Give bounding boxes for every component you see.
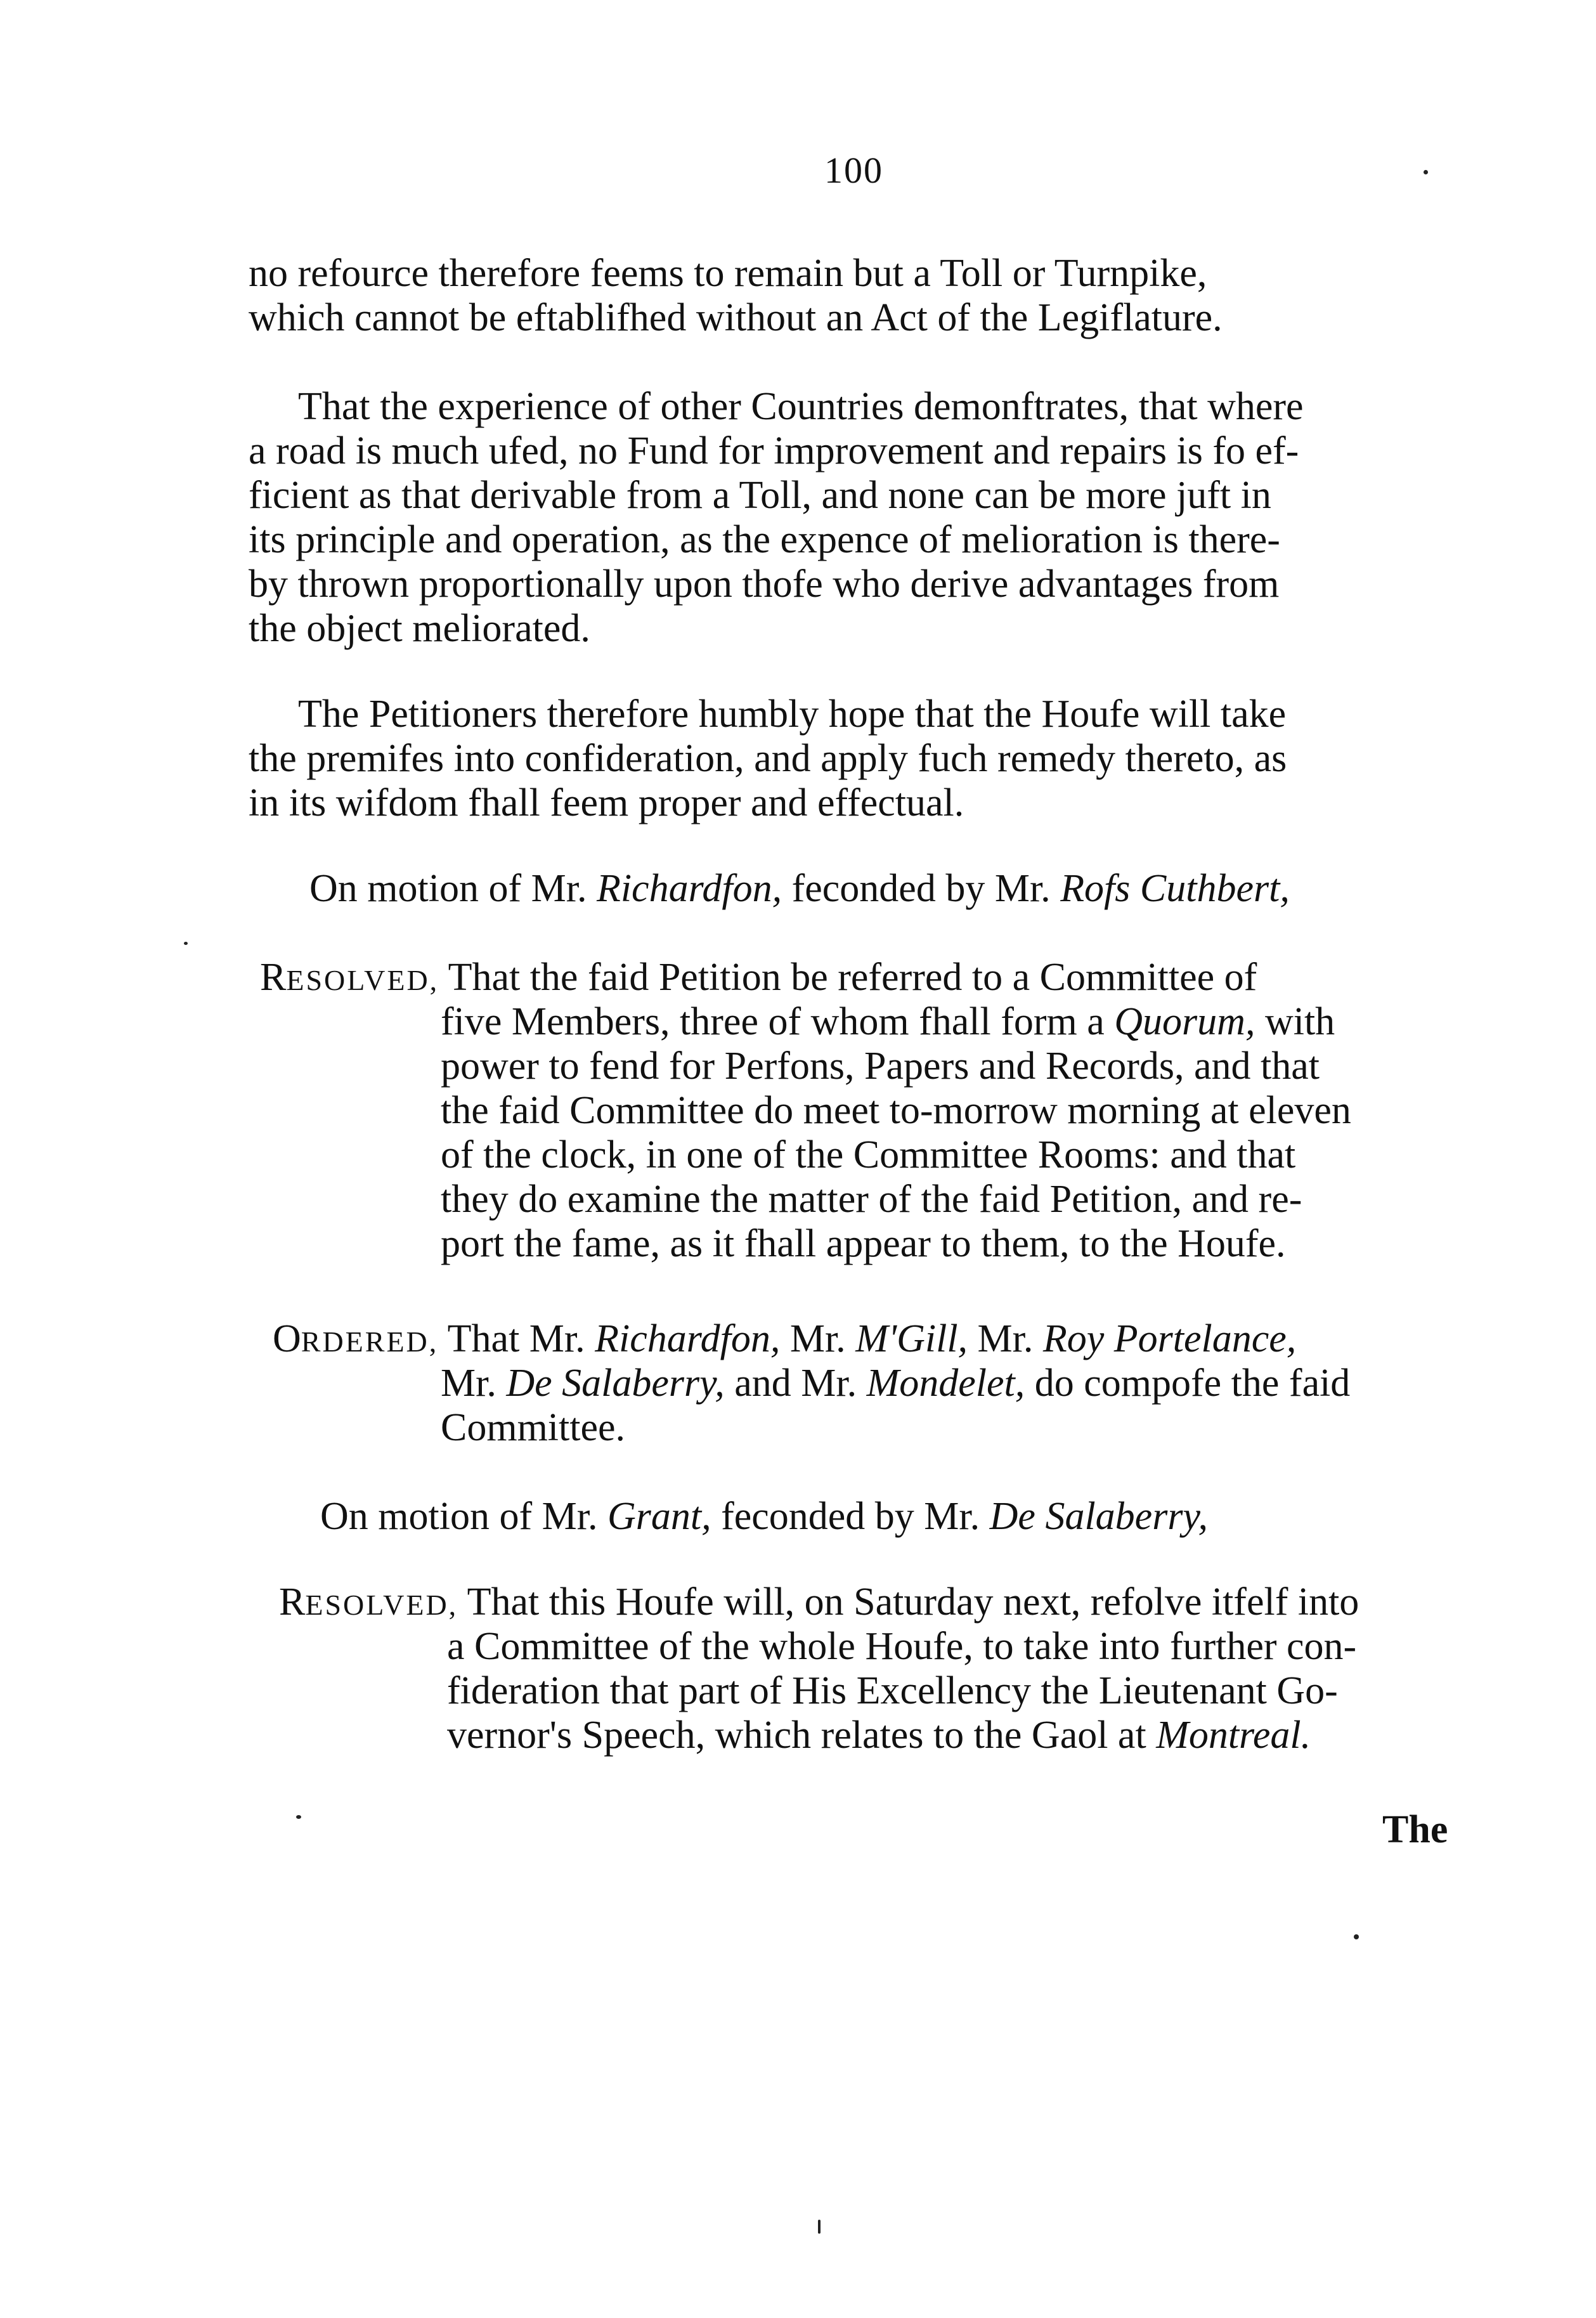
scan-speck — [1424, 170, 1428, 174]
paragraph-2-line-4: its principle and operation, as the expence of melioration is there- — [249, 518, 1280, 561]
paragraph-2-line-6: the object meliorated. — [249, 607, 590, 650]
paragraph-2-line-3: ficient as that derivable from a Toll, and none can be more juft in — [249, 474, 1271, 517]
ordered-text-1b: Mr. — [789, 1317, 846, 1360]
motion-2-mover: Grant, — [607, 1495, 711, 1538]
paragraph-1-line-2: which cannot be eftablifhed without an Act of the Legiflature. — [249, 296, 1223, 339]
motion-2-mid: feconded by Mr. — [721, 1495, 980, 1538]
page-number: 100 — [824, 150, 883, 191]
resolved-1-line-7: port the fame, as it fhall appear to them, to the Houfe. — [441, 1222, 1286, 1265]
resolved-1-label: ESOLVED, — [286, 964, 439, 996]
scan-speck — [818, 2220, 821, 2234]
paragraph-3-line-1: The Petitioners therefore humbly hope that the Houfe will take — [298, 693, 1287, 736]
scan-speck — [184, 942, 188, 945]
ordered-line-3: Committee. — [441, 1406, 626, 1449]
paragraph-1-line-1: no refource therefore feems to remain but a Toll or Turnpike, — [249, 252, 1207, 295]
ordered-text-2a: Mr. — [441, 1362, 496, 1405]
resolved-2-place: Montreal. — [1156, 1714, 1311, 1757]
motion-2 — [320, 1497, 1208, 1536]
motion-1-mover: Richardfon, — [596, 867, 782, 910]
ordered-line-1 — [273, 1319, 1296, 1358]
ordered-label: RDERED, — [301, 1325, 439, 1358]
scan-speck — [1354, 1934, 1359, 1939]
ordered-text-1a: That Mr. — [447, 1317, 585, 1360]
resolved-1-line-1 — [260, 958, 1257, 997]
ordered-text-2b: and Mr. — [734, 1362, 857, 1405]
resolved-1-line-4: the faid Committee do meet to-morrow morning at eleven — [441, 1089, 1351, 1132]
ordered-line-2 — [441, 1364, 1350, 1403]
ordered-name-5: Mondelet, — [866, 1362, 1025, 1405]
resolved-1-line-6: they do examine the matter of the faid Petition, and re- — [441, 1178, 1302, 1221]
resolved-2-line-2: a Committee of the whole Houfe, to take into further con- — [447, 1625, 1357, 1668]
paragraph-3-line-2: the premifes into confideration, and apply fuch remedy thereto, as — [249, 737, 1287, 780]
resolved-1-quorum: Quorum, — [1114, 1000, 1255, 1043]
resolved-1-text-1: That the faid Petition be referred to a Committee of — [448, 956, 1257, 999]
paragraph-2-line-2: a road is much ufed, no Fund for improvement and repairs is fo ef- — [249, 429, 1299, 472]
resolved-2-text-1: That this Houfe will, on Saturday next, refolve itfelf into — [467, 1580, 1359, 1624]
motion-1 — [309, 869, 1290, 908]
resolved-1-line-5: of the clock, in one of the Committee Rooms: and that — [441, 1133, 1296, 1176]
resolved-2-line-4 — [447, 1716, 1311, 1755]
motion-2-seconder: De Salaberry, — [989, 1495, 1209, 1538]
resolved-1-text-2a: five Members, three of whom fhall form a — [441, 1000, 1105, 1043]
motion-2-prefix: On motion of Mr. — [320, 1495, 598, 1538]
motion-1-prefix: On motion of Mr. — [309, 867, 587, 910]
resolved-1-line-3: power to fend for Perfons, Papers and Records, and that — [441, 1045, 1320, 1088]
resolved-1-text-2b: with — [1264, 1000, 1335, 1043]
resolved-1-cap: R — [260, 956, 287, 999]
ordered-name-4: De Salaberry, — [506, 1362, 725, 1405]
scan-speck — [296, 1815, 301, 1819]
ordered-text-1c: Mr. — [977, 1317, 1034, 1360]
ordered-name-1: Richardfon, — [595, 1317, 781, 1360]
paragraph-3-line-3: in its wifdom fhall feem proper and effectual. — [249, 781, 964, 824]
resolved-2-text-4: vernor's Speech, which relates to the Gaol at — [447, 1714, 1146, 1757]
ordered-text-2c: do compofe the faid — [1034, 1362, 1351, 1405]
ordered-name-3: Roy Portelance, — [1042, 1317, 1297, 1360]
catchword: The — [1382, 1808, 1448, 1851]
resolved-2-label: ESOLVED, — [305, 1589, 458, 1621]
paragraph-2-line-1: That the experience of other Countries demonftrates, that where — [298, 385, 1304, 428]
motion-1-mid: feconded by Mr. — [791, 867, 1051, 910]
resolved-1-line-2 — [441, 1002, 1335, 1041]
paragraph-2-line-5: by thrown proportionally upon thofe who derive advantages from — [249, 563, 1280, 606]
ordered-name-2: M'Gill, — [855, 1317, 968, 1360]
ordered-cap: O — [273, 1317, 301, 1360]
motion-1-seconder: Rofs Cuthbert, — [1060, 867, 1290, 910]
resolved-2-line-1 — [279, 1582, 1359, 1622]
resolved-2-cap: R — [279, 1580, 306, 1624]
resolved-2-line-3: fideration that part of His Excellency the Lieutenant Go- — [447, 1669, 1338, 1712]
